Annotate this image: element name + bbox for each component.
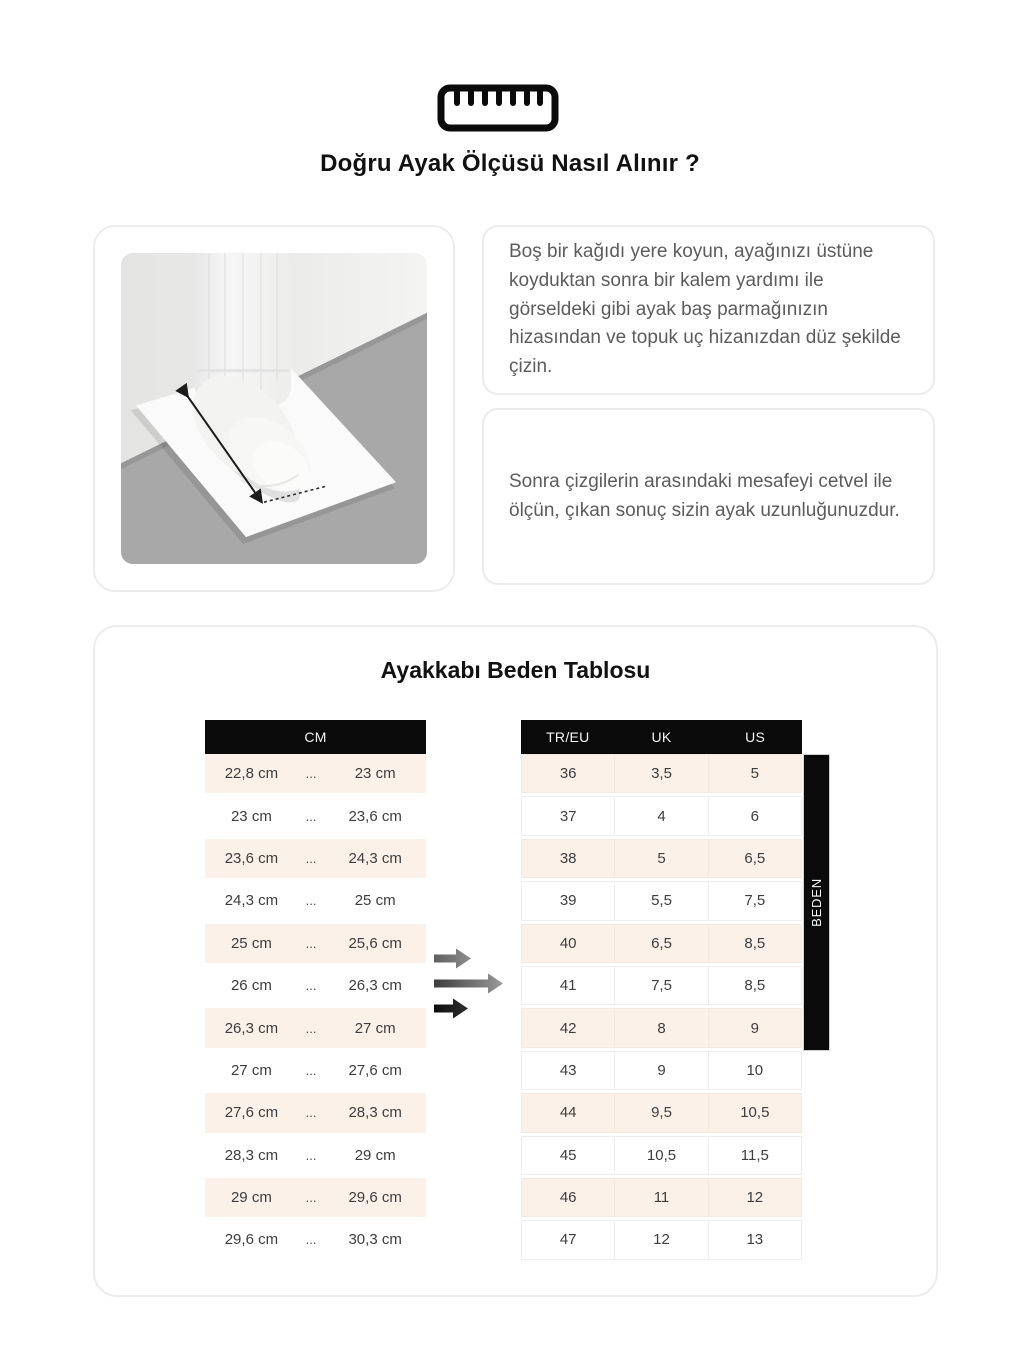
instruction-step2-text: Sonra çizgilerin arasındaki mesafeyi cetvel ile ölçün, çıkan sonuç sizin ayak uzunluğunuzdur.: [509, 470, 900, 521]
size-cell-uk: 5,5: [614, 881, 708, 920]
size-cell-tr-eu: 46: [521, 1178, 615, 1217]
size-cell-tr-eu: 39: [521, 881, 615, 920]
cm-cell-to: 29 cm: [354, 1146, 396, 1164]
cm-cell-from: 23 cm: [230, 807, 272, 825]
cm-table-row: [205, 966, 426, 1008]
cm-cell-from: 26 cm: [230, 977, 272, 995]
size-cell-uk: 9: [614, 1051, 708, 1090]
size-table-row: [521, 796, 802, 838]
size-cell-tr-eu: 41: [521, 966, 615, 1005]
cm-table-row: [205, 1178, 426, 1220]
cm-cell-from: 23,6 cm: [224, 849, 279, 867]
size-table-row: [521, 1008, 802, 1050]
cm-cell-dots: ...: [305, 1020, 317, 1036]
cm-cell-to: 26,3 cm: [348, 977, 402, 995]
size-cell-tr-eu: 38: [521, 839, 615, 878]
size-table-row: [521, 1220, 802, 1262]
size-cell-tr-eu: 42: [521, 1008, 615, 1047]
size-cell-uk: 8: [614, 1008, 708, 1047]
cm-cell-from: 26,3 cm: [224, 1019, 279, 1037]
size-cell-tr-eu: 44: [521, 1093, 615, 1132]
transfer-arrows-icon: [432, 947, 512, 1027]
cm-table-row: [205, 754, 426, 796]
cm-cell-dots: ...: [305, 978, 317, 994]
cm-table-row: [205, 881, 426, 923]
cm-cell-to: 27,6 cm: [348, 1061, 402, 1079]
size-table-row: [521, 1136, 802, 1178]
cm-cell-dots: ...: [305, 1105, 317, 1121]
cm-cell-dots: ...: [305, 893, 317, 909]
size-cell-uk: 7,5: [614, 966, 708, 1005]
cm-table-row: [205, 1136, 426, 1178]
size-cell-uk: 3,5: [614, 754, 708, 793]
page-title: Doğru Ayak Ölçüsü Nasıl Alınır ?: [320, 150, 700, 177]
cm-cell-dots: ...: [305, 1190, 317, 1206]
cm-cell-dots: ...: [305, 808, 317, 824]
size-cell-us: 13: [708, 1220, 802, 1259]
size-table-row: [521, 1093, 802, 1135]
size-cell-us: 11,5: [708, 1136, 802, 1175]
cm-cell-from: 22,8 cm: [224, 765, 279, 783]
ruler-icon: [437, 84, 559, 132]
size-table-title: Ayakkabı Beden Tablosu: [380, 657, 651, 683]
cm-cell-from: 27 cm: [230, 1061, 272, 1079]
size-cell-tr-eu: 37: [521, 796, 615, 835]
size-cell-us: 10,5: [708, 1093, 802, 1132]
size-table-row: [521, 881, 802, 923]
cm-table-row: [205, 1051, 426, 1093]
size-conversion-table: [521, 720, 802, 1263]
cm-cell-to: 24,3 cm: [348, 849, 402, 867]
instruction-card-1: [482, 225, 935, 395]
size-cell-us: 6: [708, 796, 802, 835]
size-table-card: [93, 625, 938, 1297]
cm-cell-dots: ...: [305, 1232, 317, 1248]
cm-cell-from: 28,3 cm: [224, 1146, 279, 1164]
instruction-card-2: [482, 408, 935, 585]
size-table-row: [521, 924, 802, 966]
cm-cell-to: 27 cm: [354, 1019, 396, 1037]
cm-cell-dots: ...: [305, 1062, 317, 1078]
cm-table-row: [205, 1220, 426, 1262]
cm-cell-from: 27,6 cm: [224, 1104, 279, 1122]
size-cell-us: 10: [708, 1051, 802, 1090]
col-header-tr-eu: TR/EU: [546, 729, 590, 745]
size-cell-us: 7,5: [708, 881, 802, 920]
cm-cell-to: 29,6 cm: [348, 1189, 402, 1207]
size-table-body: [521, 754, 802, 1263]
size-table-row: [521, 1178, 802, 1220]
beden-side-label: BEDEN: [803, 754, 830, 1051]
cm-table-row: [205, 924, 426, 966]
size-cell-us: 9: [708, 1008, 802, 1047]
size-table-headers: [521, 720, 802, 754]
size-table-row: [521, 839, 802, 881]
cm-table-row: [205, 839, 426, 881]
size-cell-tr-eu: 47: [521, 1220, 615, 1259]
instruction-step1-text: Boş bir kağıdı yere koyun, ayağınızı üstüne koyduktan sonra bir kalem yardımı ile görseldeki gibi ayak baş parmağınızın hizasından ve topuk uç hizanızdan düz şekilde çizin.: [509, 241, 901, 378]
cm-cell-to: 28,3 cm: [348, 1104, 402, 1122]
cm-cell-dots: ...: [305, 766, 317, 782]
col-header-us: US: [745, 729, 766, 745]
cm-cell-to: 25 cm: [354, 892, 396, 910]
size-table-row: [521, 1051, 802, 1093]
cm-cell-to: 25,6 cm: [348, 934, 402, 952]
size-cell-tr-eu: 36: [521, 754, 615, 793]
cm-cell-dots: ...: [305, 1147, 317, 1163]
size-cell-uk: 12: [614, 1220, 708, 1259]
size-cell-tr-eu: 45: [521, 1136, 615, 1175]
cm-table-row: [205, 796, 426, 838]
cm-cell-dots: ...: [305, 850, 317, 866]
size-cell-us: 6,5: [708, 839, 802, 878]
size-cell-us: 12: [708, 1178, 802, 1217]
col-header-uk: UK: [651, 729, 672, 745]
size-cell-uk: 9,5: [614, 1093, 708, 1132]
size-cell-tr-eu: 43: [521, 1051, 615, 1090]
cm-range-table: [205, 720, 426, 1263]
cm-cell-from: 25 cm: [230, 934, 272, 952]
cm-cell-dots: ...: [305, 935, 317, 951]
size-cell-uk: 4: [614, 796, 708, 835]
cm-table-header: CM: [205, 720, 426, 754]
cm-table-row: [205, 1008, 426, 1050]
foot-measurement-photo: [121, 253, 427, 564]
cm-table-body: [205, 754, 426, 1263]
size-cell-tr-eu: 40: [521, 924, 615, 963]
size-cell-us: 8,5: [708, 966, 802, 1005]
size-cell-us: 8,5: [708, 924, 802, 963]
cm-cell-from: 29 cm: [230, 1189, 272, 1207]
size-cell-us: 5: [708, 754, 802, 793]
size-cell-uk: 5: [614, 839, 708, 878]
size-cell-uk: 11: [614, 1178, 708, 1217]
cm-cell-to: 23,6 cm: [348, 807, 402, 825]
cm-cell-from: 29,6 cm: [224, 1231, 279, 1249]
size-cell-uk: 6,5: [614, 924, 708, 963]
size-table-row: [521, 754, 802, 796]
cm-cell-to: 30,3 cm: [348, 1231, 402, 1249]
cm-table-row: [205, 1093, 426, 1135]
size-cell-uk: 10,5: [614, 1136, 708, 1175]
cm-cell-from: 24,3 cm: [224, 892, 279, 910]
foot-measurement-image-card: [93, 225, 455, 592]
cm-cell-to: 23 cm: [354, 765, 396, 783]
size-table-row: [521, 966, 802, 1008]
